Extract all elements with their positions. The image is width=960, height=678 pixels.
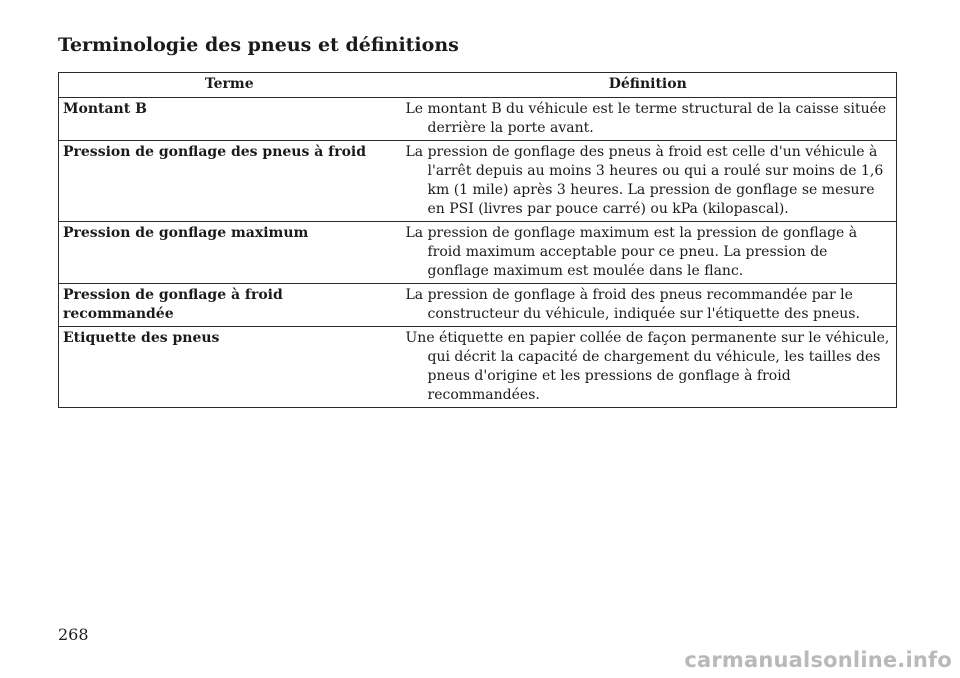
table-row: [59, 222, 897, 284]
page-number: 268: [58, 625, 89, 644]
term-cell: Pression de gonflage à froid recommandée: [59, 284, 400, 327]
definition-cell: [400, 284, 897, 327]
term-cell: Pression de gonflage des pneus à froid: [59, 141, 400, 222]
term-cell: Pression de gonflage maximum: [59, 222, 400, 284]
definition-cell: [400, 98, 897, 141]
table-header-row: [59, 73, 897, 98]
definition-text: La pression de gonflage à froid des pneus recommandée par le constructeur du véhicule, indiquée sur l'étiquette des pneus.: [405, 287, 860, 322]
definition-cell: [400, 141, 897, 222]
table-row: [59, 284, 897, 327]
table-row: [59, 141, 897, 222]
table-row: [59, 327, 897, 408]
definition-cell: [400, 327, 897, 408]
definition-text: Le montant B du véhicule est le terme structural de la caisse située derrière la porte avant.: [405, 101, 887, 136]
definition-text: Une étiquette en papier collée de façon permanente sur le véhicule, qui décrit la capacité de chargement du véhicule, les tailles des pneus d'origine et les pressions de gonflage à froid recommandées.: [405, 330, 890, 403]
column-header-definition: Définition: [400, 73, 897, 98]
table-row: [59, 98, 897, 141]
column-header-term: Terme: [59, 73, 400, 98]
watermark-link[interactable]: carmanualsonline.info: [684, 648, 952, 672]
definition-text: La pression de gonflage maximum est la pression de gonflage à froid maximum acceptable pour ce pneu. La pression de gonflage maximum est moulée dans le flanc.: [405, 225, 858, 279]
terminology-table: [58, 72, 897, 408]
definition-text: La pression de gonflage des pneus à froid est celle d'un véhicule à l'arrêt depuis au moins 3 heures ou qui a roulé sur moins de 1,6 km (1 mile) après 3 heures. La pression de gonflage se mesure en PSI (livres par pouce carré) ou kPa (kilopascal).: [405, 144, 884, 217]
page-title: Terminologie des pneus et définitions: [58, 34, 459, 56]
definition-cell: [400, 222, 897, 284]
term-cell: Etiquette des pneus: [59, 327, 400, 408]
term-cell: Montant B: [59, 98, 400, 141]
